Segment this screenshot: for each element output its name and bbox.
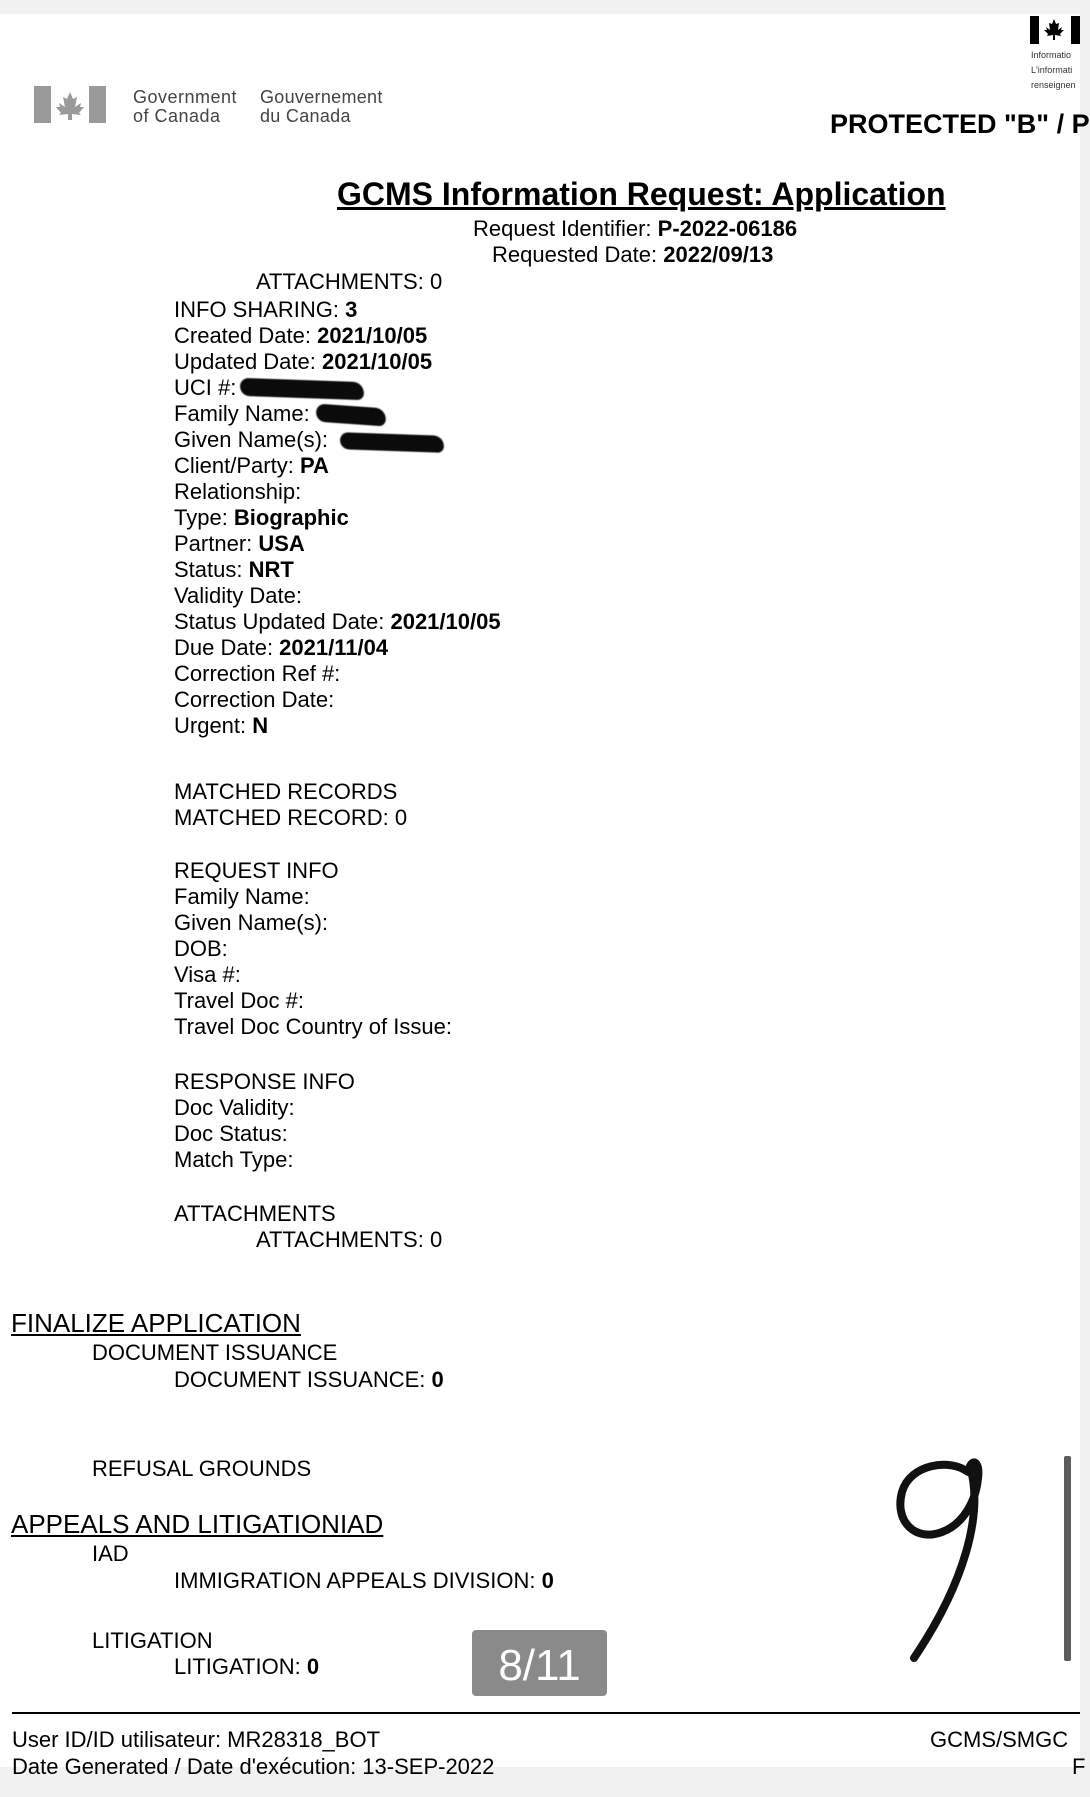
field-value: USA: [258, 531, 305, 556]
protected-b-classification: PROTECTED "B" / P: [830, 109, 1090, 139]
canada-flag-icon: [34, 86, 106, 123]
info-field-row: [174, 531, 501, 557]
field-label: Family Name:: [174, 401, 310, 426]
info-field-row: [174, 453, 501, 479]
field-value: 2021/10/05: [390, 609, 501, 634]
iad-count: IMMIGRATION APPEALS DIVISION: 0: [174, 1568, 554, 1593]
field-value: N: [252, 713, 269, 738]
field-label: Validity Date:: [174, 583, 302, 608]
appeals-litigation-heading: APPEALS AND LITIGATIONIAD: [11, 1509, 384, 1539]
field-value: 3: [345, 297, 358, 322]
footer-user-id: User ID/ID utilisateur: MR28318_BOT: [12, 1727, 381, 1752]
info-field-row: [174, 583, 501, 609]
scroll-indicator-bar: [1064, 1456, 1071, 1661]
litigation-count: LITIGATION: 0: [174, 1654, 320, 1679]
footer-divider: [12, 1712, 1080, 1714]
request-identifier: Request Identifier: P-2022-06186: [473, 216, 798, 241]
attachments-count: ATTACHMENTS: 0: [256, 1227, 443, 1252]
iad-subheading: IAD: [92, 1541, 129, 1566]
page-title: GCMS Information Request: Application: [337, 176, 946, 212]
request-info-field: Travel Doc #:: [174, 988, 305, 1013]
footer-right-char: F: [1072, 1754, 1086, 1779]
request-info-field: Given Name(s):: [174, 910, 329, 935]
field-label: Relationship:: [174, 479, 302, 504]
field-label: UCI #:: [174, 375, 237, 400]
request-info-field: Travel Doc Country of Issue:: [174, 1014, 452, 1039]
redaction-given-names: [340, 432, 445, 453]
field-label: Due Date:: [174, 635, 280, 660]
field-label: Partner:: [174, 531, 259, 556]
info-field-row: [174, 609, 501, 635]
info-field-row: [174, 479, 501, 505]
info-field-row: [174, 713, 501, 739]
response-info-fields: [174, 1095, 295, 1173]
field-label: Status:: [174, 557, 249, 582]
document-issuance-count: DOCUMENT ISSUANCE: 0: [174, 1367, 444, 1392]
field-label: Client/Party:: [174, 453, 300, 478]
document-page: [0, 14, 1090, 1779]
response-info-heading: RESPONSE INFO: [174, 1069, 355, 1094]
request-info-heading: REQUEST INFO: [174, 858, 339, 883]
field-value: PA: [299, 453, 329, 478]
field-label: INFO SHARING:: [174, 297, 346, 322]
info-field-row: [174, 323, 501, 349]
info-field-row: [174, 349, 501, 375]
request-info-field: Family Name:: [174, 884, 310, 909]
field-value: Biographic: [233, 505, 349, 530]
request-info-field: DOB:: [174, 936, 228, 961]
footer-date-generated: Date Generated / Date d'exécution: 13-SEP-2022: [12, 1754, 495, 1779]
info-field-row: [174, 557, 501, 583]
field-label: Given Name(s):: [174, 427, 329, 452]
info-field-row: [174, 427, 501, 453]
info-field-row: [174, 505, 501, 531]
field-value: 2021/10/05: [321, 349, 433, 374]
field-label: Status Updated Date:: [174, 609, 391, 634]
litigation-subheading: LITIGATION: [92, 1628, 213, 1653]
ircc-flag-icon: [1030, 16, 1080, 44]
info-sharing-fields: [174, 297, 501, 739]
field-value: 2021/10/05: [317, 323, 428, 348]
handwritten-nine-annotation: [880, 1444, 1010, 1674]
field-label: Correction Date:: [174, 687, 335, 712]
request-info-field: Visa #:: [174, 962, 241, 987]
requested-date: Requested Date: 2022/09/13: [492, 242, 774, 267]
attachments-heading: ATTACHMENTS: [174, 1201, 336, 1226]
response-info-field: Doc Status:: [174, 1121, 288, 1146]
attachments-count-top: ATTACHMENTS: 0: [256, 269, 443, 294]
finalize-application-heading: FINALIZE APPLICATION: [11, 1308, 301, 1338]
field-value: 2021/11/04: [279, 635, 389, 660]
field-label: Urgent:: [174, 713, 253, 738]
info-field-row: [174, 297, 501, 323]
matched-record-count: MATCHED RECORD: 0: [174, 805, 408, 830]
ircc-notice-text: Informatio L'informati renseignen: [1031, 50, 1076, 90]
field-label: Type:: [174, 505, 234, 530]
page-indicator: 8/11: [472, 1630, 607, 1696]
info-field-row: [174, 661, 501, 687]
gouvernement-du-canada-fr: Gouvernement du Canada: [260, 87, 383, 126]
document-issuance-subheading: DOCUMENT ISSUANCE: [92, 1340, 338, 1365]
government-of-canada-en: Government of Canada: [133, 87, 238, 126]
response-info-field: Match Type:: [174, 1147, 294, 1172]
response-info-field: Doc Validity:: [174, 1095, 295, 1120]
field-label: Correction Ref #:: [174, 661, 341, 686]
field-value: NRT: [248, 557, 294, 582]
info-field-row: [174, 635, 501, 661]
footer-system: GCMS/SMGC: [930, 1727, 1069, 1752]
request-info-fields: [174, 884, 452, 1040]
info-field-row: [174, 687, 501, 713]
matched-records-heading: MATCHED RECORDS: [174, 779, 398, 804]
field-label: Updated Date:: [174, 349, 322, 374]
field-label: Created Date:: [174, 323, 318, 348]
refusal-grounds: REFUSAL GROUNDS: [92, 1456, 312, 1481]
